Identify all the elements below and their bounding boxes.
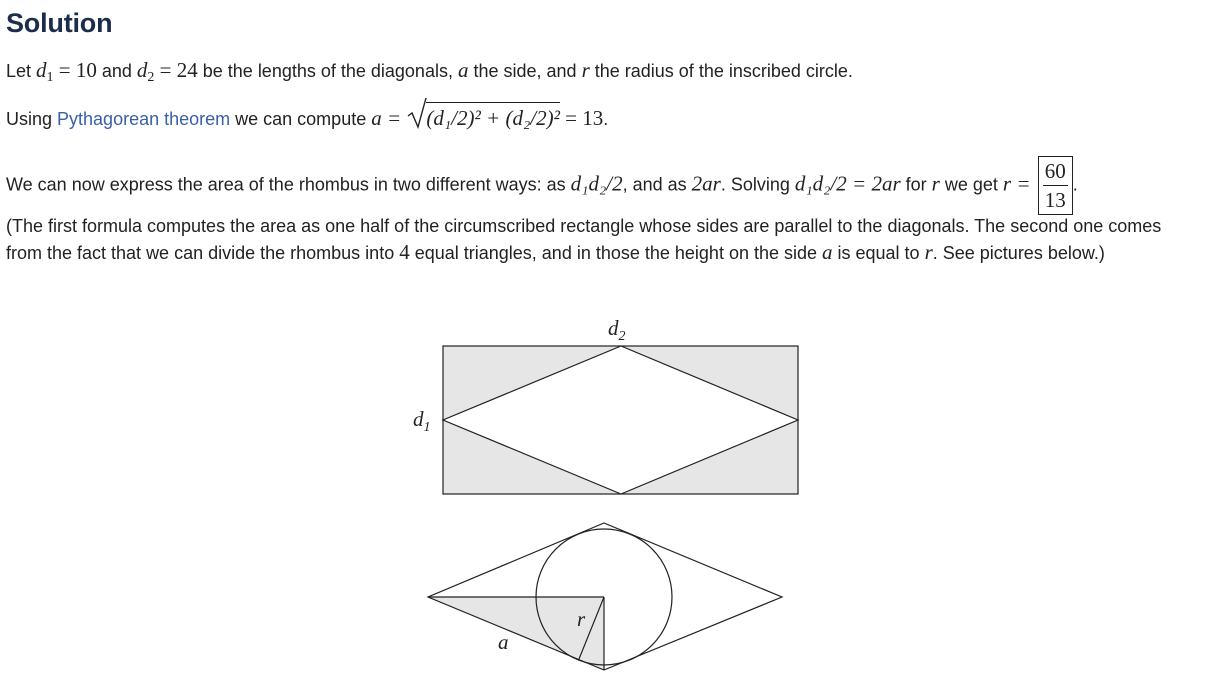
math-d1: $d_1$ <box>36 58 54 85</box>
math-r: r <box>581 58 590 82</box>
text: . <box>1072 174 1078 195</box>
math-eq-24: = 24 <box>154 58 198 82</box>
text: . See pictures below.) <box>932 243 1105 263</box>
text: equal triangles, and in those the height on the side <box>409 243 823 263</box>
text: the side, and <box>468 61 582 81</box>
fraction-numerator: 60 <box>1043 158 1068 186</box>
text: , and as <box>622 174 692 195</box>
math-area-expr-2: 2ar <box>691 171 721 196</box>
text: . <box>603 109 609 129</box>
text: be the lengths of the diagonals, <box>197 61 458 81</box>
math-r: r <box>931 171 940 196</box>
label-d1: $d_1$ <box>413 407 431 435</box>
text: Using <box>6 109 58 129</box>
math-r: r <box>924 240 933 264</box>
math-eq-10: = 10 <box>53 58 97 82</box>
text: the radius of the inscribed circle. <box>589 61 853 81</box>
fraction-denominator: 13 <box>1044 188 1066 212</box>
math-radicand: (d₁/2)² + (d₂/2)² <box>426 102 560 131</box>
text: we get <box>939 174 1003 195</box>
figure-inscribed-circle <box>428 523 782 670</box>
math-area-expr-1: d₁d₂/2 <box>570 171 623 196</box>
text: and <box>96 61 137 81</box>
math-d2: $d_2$ <box>136 58 155 85</box>
math-a: a <box>822 240 833 264</box>
text: Let <box>6 61 37 81</box>
text: for <box>900 174 932 195</box>
math-four: 4 <box>399 240 410 264</box>
math-equation: d₁d₂/2 = 2ar <box>794 171 901 196</box>
text: is equal to <box>832 243 925 263</box>
math-a: a <box>457 58 469 82</box>
pythagorean-theorem-link[interactable]: Pythagorean theorem <box>57 109 231 129</box>
label-r: r <box>577 607 586 631</box>
text: We can now express the area of the rhombus in two different ways: as <box>6 174 571 195</box>
section-heading: Solution <box>6 8 113 38</box>
math-result: = 13 <box>559 106 604 130</box>
text: (The first formula computes the area as one half of the circumscribed rectangle whose sides are parallel to the diagonals. The second one comes from the fact that we can divide the rhombus into <box>6 216 1162 263</box>
figure-rectangle-rhombus <box>413 316 798 494</box>
text: we can compute <box>230 109 372 129</box>
label-d2: $d_2$ <box>608 316 626 344</box>
math-a-equals: a = <box>371 106 407 130</box>
label-a: a <box>498 630 509 654</box>
math-r-equals: r = <box>1002 171 1036 196</box>
text: . Solving <box>720 174 795 195</box>
